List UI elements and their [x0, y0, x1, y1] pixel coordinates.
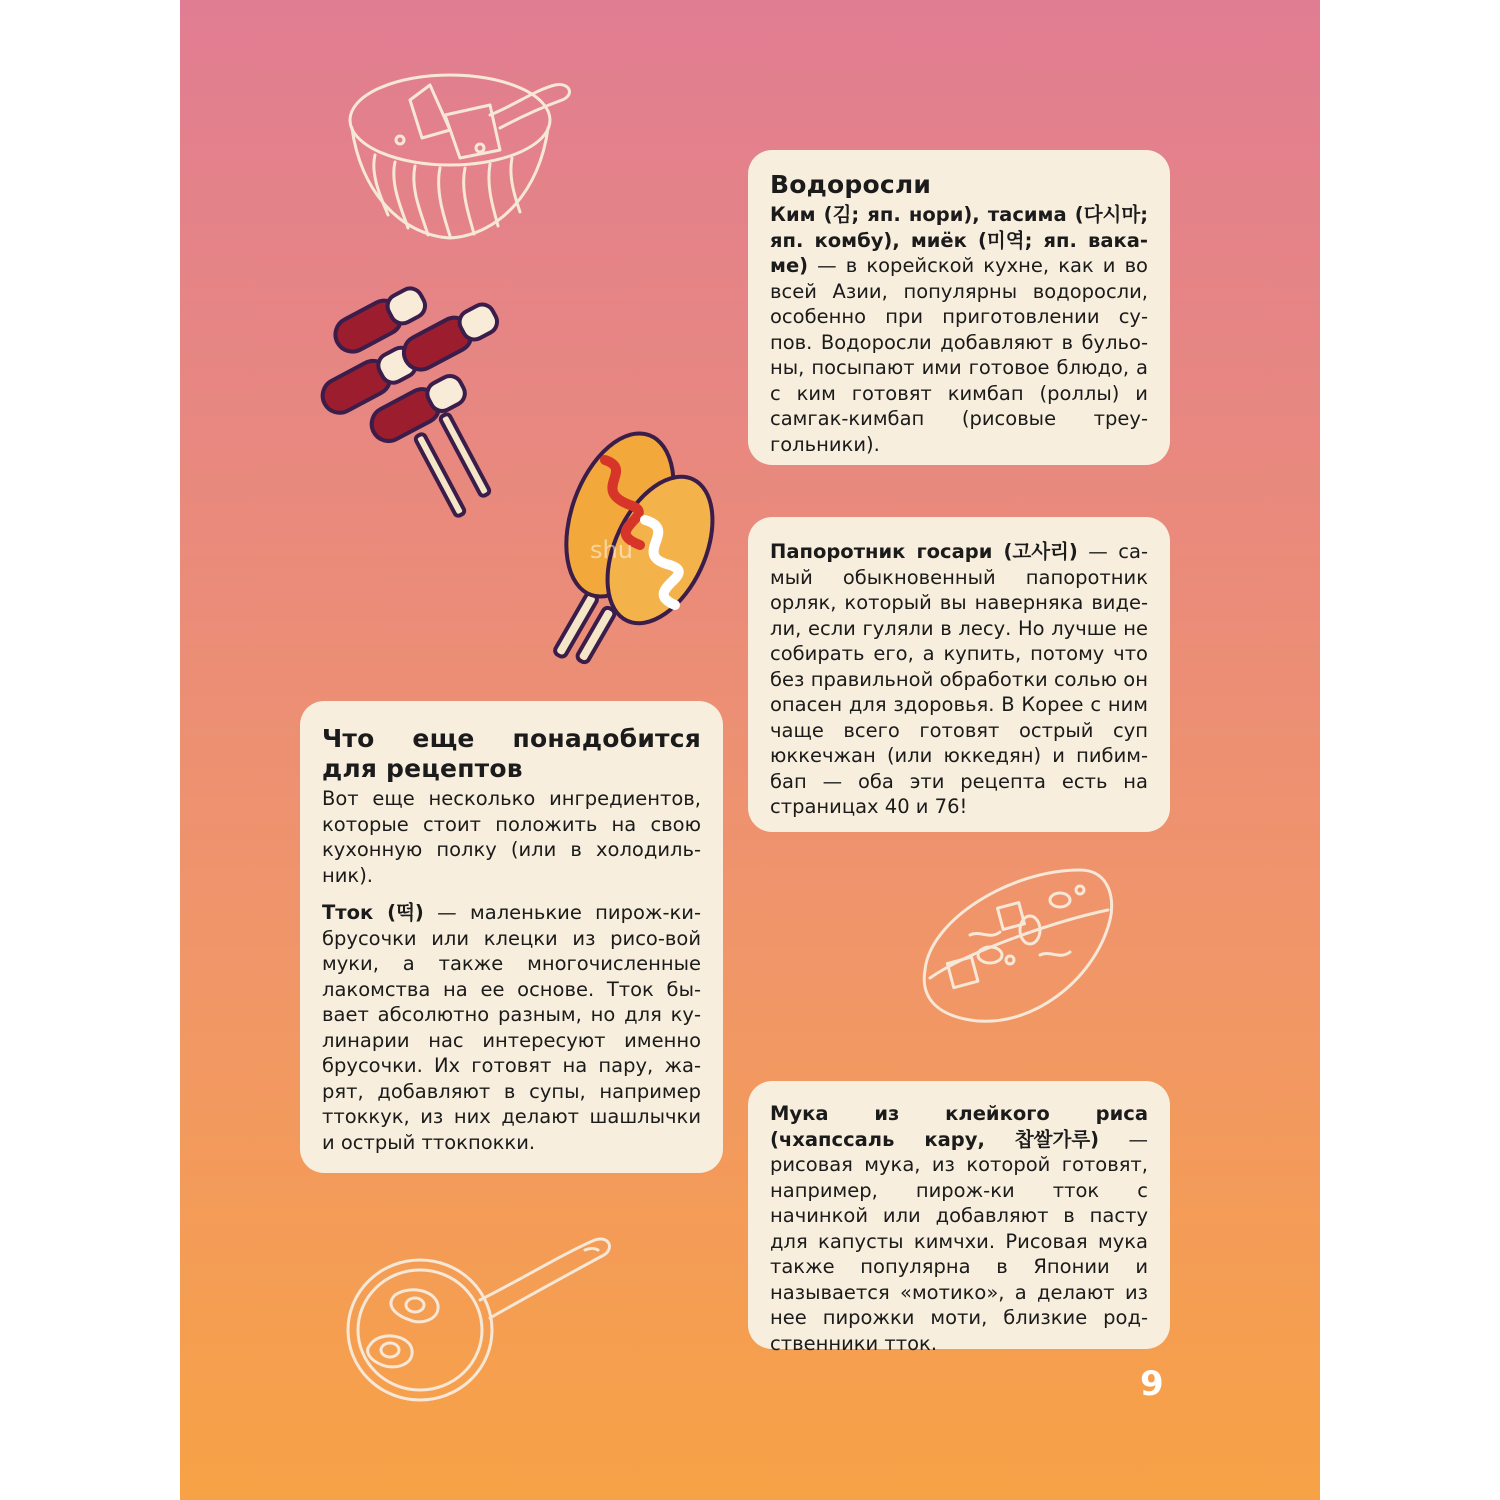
extra-intro: Вот еще несколько ингредиентов, которые стоит положить на свою кухонную полку (или в холодиль-ник). [322, 787, 701, 887]
seaweed-text [770, 202, 1148, 457]
frying-pan-eggs-doodle [340, 1230, 620, 1410]
seaweed-line3-rest: — в корейской кухне, как и во [808, 254, 1148, 277]
page [180, 0, 1320, 1500]
tteok-body: — маленькие пирож-ки-брусочки или клецки из рисо-вой муки, а также многочисленные лакомства на ее основе. Тток бы-вает абсолютно разным, но для ку-линарии нас интересуют именно брусочки. Их готовят на пару, жа-рят, добавляют в супы, например ттоккук, из них делают шашлычки и острый ттокпокки. [322, 901, 702, 1154]
fern-term: Папоротник госари (고사리) [770, 540, 1078, 563]
flour-term: Мука из клейкого риса (чхапссаль кару, 찹쌀가루) [770, 1102, 1148, 1151]
fern-card [748, 517, 1170, 832]
seaweed-line1: Ким (김; яп. нори), тасима (다시마; [770, 203, 1148, 226]
seaweed-body: всей Азии, популярны водоросли, особенно при приготовлении су-пов. Водоросли добавляют в бульо-ны, посыпают ими готовое блюдо, а с ким готовят кимбап (роллы) и самгак-кимбап (рисовые треу-гольники). [770, 279, 1148, 456]
tteok-term: Тток (떡) [322, 901, 424, 924]
page-number: 9 [1140, 1364, 1164, 1404]
noodle-bowl-doodle [910, 860, 1120, 1060]
extra-title: Что еще понадобится для рецептов [322, 724, 701, 783]
rice-flour-card [748, 1081, 1170, 1355]
seaweed-line3: ме) [770, 254, 809, 277]
flour-body: — рисовая мука, из которой готовят, например, пирож-ки тток с начинкой или добавляют в пасту для капусты кимчхи. Рисовая мука также популярна в Японии и называется «мотико», а делают из нее пирожки моти, близкие род-ственники тток. [770, 1127, 1148, 1355]
watermark: shu [590, 536, 633, 564]
tteok-skewer-illustration [320, 270, 520, 520]
flour-text [770, 1101, 1148, 1356]
extra-ingredients-card [300, 701, 723, 1173]
fern-body: — са-мый обыкновенный папоротник орляк, который вы наверняка виде-ли, если гуляли в лесу. Но лучше не собирать его, а купить, потому что без правильной обработки солью он опасен для здоровья. В Корее с ним чаще всего готовят острый суп юккечжан (или юккедян) и пибим-бап — оба эти рецепта есть на страницах 40 и 76! [770, 540, 1149, 818]
seaweed-card [748, 150, 1170, 465]
fern-text [770, 539, 1148, 820]
soup-bowl-doodle [340, 60, 600, 250]
seaweed-line2: яп. комбу), миёк (미역; яп. вака- [770, 228, 1148, 252]
tteok-text [322, 900, 701, 1155]
corndog-illustration [550, 420, 740, 670]
seaweed-title: Водоросли [770, 170, 932, 199]
